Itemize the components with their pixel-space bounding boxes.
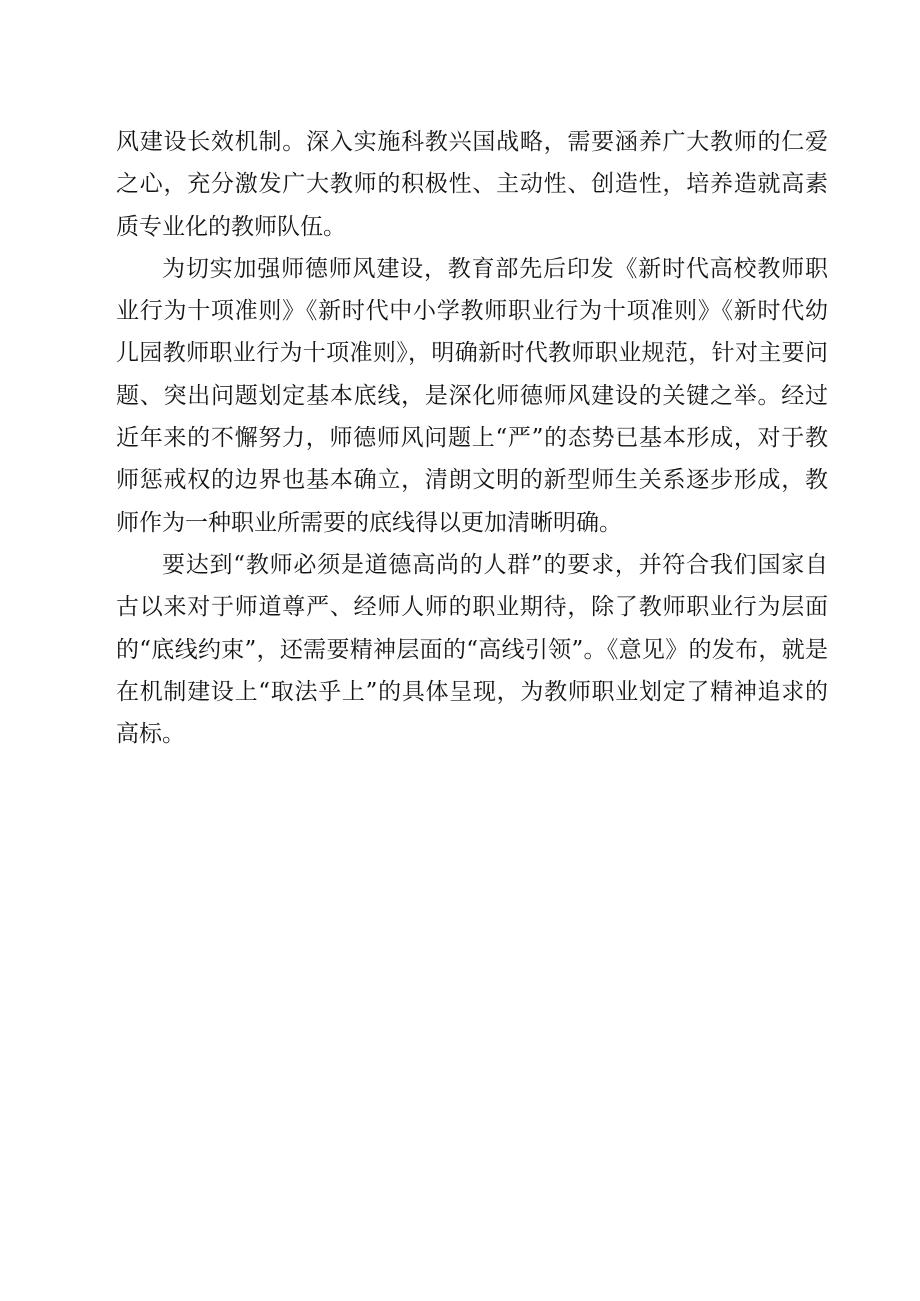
paragraph-high-standard: 要达到“教师必须是道德高尚的人群”的要求，并符合我们国家自古以来对于师道尊严、经师人师的职业期待，除了教师职业行为层面的“底线约束”，还需要精神层面的“高线引领”。《意见》的发布，就是在机制建设上“取法乎上”的具体呈现，为教师职业划定了精神追求的高标。 bbox=[116, 551, 828, 748]
paragraph-code-of-conduct: 为切实加强师德师风建设，教育部先后印发《新时代高校教师职业行为十项准则》《新时代中小学教师职业行为十项准则》《新时代幼儿园教师职业行为十项准则》，明确新时代教师职业规范，针对主要问题、突出问题划定基本底线，是深化师德师风建设的关键之举。经过近年来的不懈努力，师德师风问题上“严”的态势已基本形成，对于教师惩戒权的边界也基本确立，清朗文明的新型师生关系逐步形成，教师作为一种职业所需要的底线得以更加清晰明确。 bbox=[116, 255, 828, 536]
paragraph-continuation: 风建设长效机制。深入实施科教兴国战略，需要涵养广大教师的仁爱之心，充分激发广大教师的积极性、主动性、创造性，培养造就高素质专业化的教师队伍。 bbox=[116, 129, 828, 240]
document-body bbox=[116, 121, 828, 755]
